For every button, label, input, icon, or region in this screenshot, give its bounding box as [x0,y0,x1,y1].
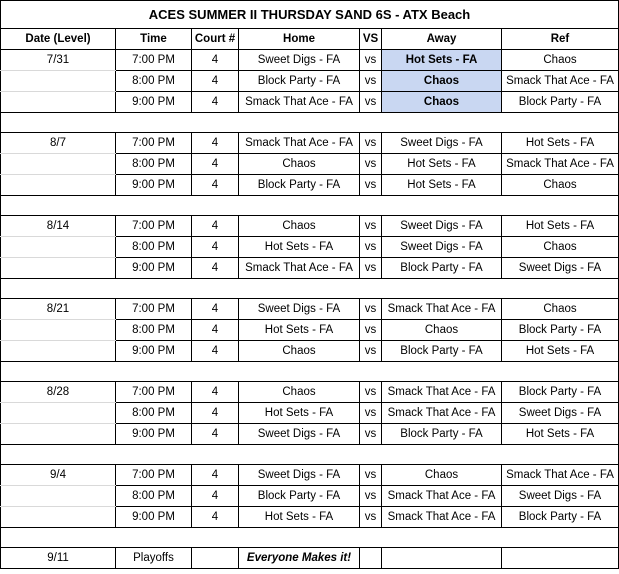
header-court: Court # [192,29,239,50]
spacer-cell [360,362,382,382]
game-row [1,237,619,258]
game-date [1,258,116,279]
game-date [1,424,116,445]
game-ref: Chaos [502,237,619,258]
game-row [1,216,619,237]
game-away: Block Party - FA [382,341,502,362]
game-home: Block Party - FA [239,175,360,196]
spacer-cell [239,279,360,299]
game-vs: vs [360,465,382,486]
game-time: 8:00 PM [116,320,192,341]
spacer-cell [360,445,382,465]
spacer-cell [1,445,116,465]
game-ref: Block Party - FA [502,507,619,528]
header-row [1,29,619,50]
game-row [1,341,619,362]
game-row [1,507,619,528]
game-time: 9:00 PM [116,507,192,528]
spacer-cell [1,528,116,548]
game-date [1,507,116,528]
game-time: 7:00 PM [116,50,192,71]
spacer-row [1,113,619,133]
spacer-cell [239,362,360,382]
spacer-cell [382,279,502,299]
game-vs: vs [360,424,382,445]
game-vs: vs [360,133,382,154]
game-vs: vs [360,154,382,175]
game-away: Chaos [382,465,502,486]
game-ref: Smack That Ace - FA [502,154,619,175]
spacer-cell [382,528,502,548]
game-time: 8:00 PM [116,71,192,92]
game-row [1,403,619,424]
game-date [1,403,116,424]
game-vs: vs [360,92,382,113]
game-date [1,154,116,175]
game-home: Chaos [239,382,360,403]
game-time: 9:00 PM [116,92,192,113]
game-time: 8:00 PM [116,486,192,507]
game-date: 8/14 [1,216,116,237]
game-date: 8/21 [1,299,116,320]
spacer-cell [239,113,360,133]
game-time: 8:00 PM [116,237,192,258]
game-home: Sweet Digs - FA [239,50,360,71]
game-time: 7:00 PM [116,382,192,403]
spacer-cell [360,279,382,299]
game-court: 4 [192,507,239,528]
game-home: Sweet Digs - FA [239,424,360,445]
game-court: 4 [192,403,239,424]
header-vs: VS [360,29,382,50]
game-court: 4 [192,341,239,362]
game-away: Smack That Ace - FA [382,403,502,424]
game-time: 9:00 PM [116,175,192,196]
spacer-cell [1,113,116,133]
game-ref: Chaos [502,299,619,320]
game-vs: vs [360,382,382,403]
game-ref: Block Party - FA [502,320,619,341]
playoffs-empty [502,548,619,569]
game-court: 4 [192,382,239,403]
game-away: Hot Sets - FA [382,50,502,71]
spacer-cell [502,362,619,382]
game-away: Hot Sets - FA [382,175,502,196]
game-home: Smack That Ace - FA [239,258,360,279]
spacer-cell [382,445,502,465]
spacer-cell [360,528,382,548]
game-away: Smack That Ace - FA [382,507,502,528]
spacer-cell [192,196,239,216]
game-time: 7:00 PM [116,299,192,320]
game-vs: vs [360,507,382,528]
game-vs: vs [360,216,382,237]
header-away: Away [382,29,502,50]
game-away: Chaos [382,71,502,92]
game-row [1,320,619,341]
game-vs: vs [360,258,382,279]
game-time: 7:00 PM [116,465,192,486]
game-vs: vs [360,486,382,507]
header-time: Time [116,29,192,50]
game-row [1,299,619,320]
game-date: 8/28 [1,382,116,403]
schedule-title: ACES SUMMER II THURSDAY SAND 6S - ATX Beach [1,1,619,29]
game-row [1,50,619,71]
game-away: Smack That Ace - FA [382,382,502,403]
spacer-cell [192,445,239,465]
game-time: 7:00 PM [116,133,192,154]
game-ref: Hot Sets - FA [502,424,619,445]
spacer-cell [382,113,502,133]
game-vs: vs [360,237,382,258]
game-ref: Block Party - FA [502,92,619,113]
game-row [1,154,619,175]
game-date: 8/7 [1,133,116,154]
game-date [1,237,116,258]
spacer-cell [502,445,619,465]
game-court: 4 [192,258,239,279]
spacer-cell [192,113,239,133]
header-date: Date (Level) [1,29,116,50]
game-row [1,71,619,92]
game-away: Hot Sets - FA [382,154,502,175]
playoffs-empty [382,548,502,569]
game-ref: Sweet Digs - FA [502,258,619,279]
game-ref: Hot Sets - FA [502,133,619,154]
game-away: Sweet Digs - FA [382,133,502,154]
game-vs: vs [360,50,382,71]
game-ref: Smack That Ace - FA [502,465,619,486]
game-away: Smack That Ace - FA [382,486,502,507]
game-home: Chaos [239,154,360,175]
game-home: Smack That Ace - FA [239,133,360,154]
game-time: 9:00 PM [116,341,192,362]
game-away: Sweet Digs - FA [382,216,502,237]
game-home: Smack That Ace - FA [239,92,360,113]
game-time: 7:00 PM [116,216,192,237]
spacer-cell [192,362,239,382]
spacer-cell [116,113,192,133]
spacer-cell [116,362,192,382]
game-vs: vs [360,403,382,424]
header-home: Home [239,29,360,50]
game-date [1,92,116,113]
game-date [1,175,116,196]
game-court: 4 [192,299,239,320]
spacer-cell [502,113,619,133]
game-home: Sweet Digs - FA [239,299,360,320]
game-court: 4 [192,154,239,175]
game-date [1,320,116,341]
game-court: 4 [192,320,239,341]
game-court: 4 [192,486,239,507]
spacer-cell [502,528,619,548]
title-row [1,1,619,29]
game-court: 4 [192,133,239,154]
game-court: 4 [192,175,239,196]
spacer-cell [116,445,192,465]
spacer-cell [1,362,116,382]
spacer-cell [382,196,502,216]
playoffs-row [1,548,619,569]
spacer-cell [1,279,116,299]
game-row [1,258,619,279]
spacer-cell [116,528,192,548]
game-date [1,486,116,507]
spacer-cell [502,279,619,299]
game-home: Block Party - FA [239,71,360,92]
game-ref: Sweet Digs - FA [502,486,619,507]
game-away: Chaos [382,92,502,113]
game-home: Hot Sets - FA [239,507,360,528]
spacer-cell [1,196,116,216]
game-vs: vs [360,299,382,320]
spacer-cell [192,528,239,548]
game-away: Smack That Ace - FA [382,299,502,320]
spacer-cell [192,279,239,299]
game-vs: vs [360,71,382,92]
game-time: 8:00 PM [116,154,192,175]
game-row [1,382,619,403]
spacer-cell [360,113,382,133]
spacer-cell [116,279,192,299]
spacer-cell [360,196,382,216]
game-ref: Chaos [502,50,619,71]
game-court: 4 [192,92,239,113]
game-date [1,71,116,92]
game-away: Sweet Digs - FA [382,237,502,258]
game-home: Chaos [239,341,360,362]
game-home: Hot Sets - FA [239,237,360,258]
spacer-cell [239,445,360,465]
game-row [1,424,619,445]
playoffs-empty [360,548,382,569]
game-ref: Sweet Digs - FA [502,403,619,424]
game-time: 8:00 PM [116,403,192,424]
header-ref: Ref [502,29,619,50]
game-ref: Block Party - FA [502,382,619,403]
playoffs-empty [192,548,239,569]
game-away: Block Party - FA [382,258,502,279]
game-court: 4 [192,50,239,71]
game-ref: Smack That Ace - FA [502,71,619,92]
spacer-cell [239,196,360,216]
game-vs: vs [360,341,382,362]
game-home: Block Party - FA [239,486,360,507]
game-court: 4 [192,465,239,486]
game-home: Sweet Digs - FA [239,465,360,486]
spacer-row [1,196,619,216]
game-row [1,92,619,113]
game-row [1,486,619,507]
game-court: 4 [192,237,239,258]
game-ref: Chaos [502,175,619,196]
spacer-row [1,279,619,299]
spacer-cell [502,196,619,216]
game-ref: Hot Sets - FA [502,216,619,237]
playoffs-label: Playoffs [116,548,192,569]
spacer-cell [239,528,360,548]
game-row [1,175,619,196]
spacer-row [1,362,619,382]
game-away: Chaos [382,320,502,341]
game-date: 7/31 [1,50,116,71]
spacer-cell [116,196,192,216]
game-court: 4 [192,424,239,445]
game-ref: Hot Sets - FA [502,341,619,362]
game-row [1,465,619,486]
game-date: 9/4 [1,465,116,486]
game-time: 9:00 PM [116,258,192,279]
playoffs-date: 9/11 [1,548,116,569]
game-away: Block Party - FA [382,424,502,445]
playoffs-note: Everyone Makes it! [239,548,360,569]
game-home: Hot Sets - FA [239,320,360,341]
spacer-row [1,528,619,548]
game-court: 4 [192,216,239,237]
spacer-row [1,445,619,465]
game-court: 4 [192,71,239,92]
game-row [1,133,619,154]
game-time: 9:00 PM [116,424,192,445]
game-home: Chaos [239,216,360,237]
game-home: Hot Sets - FA [239,403,360,424]
game-date [1,341,116,362]
spacer-cell [382,362,502,382]
game-vs: vs [360,320,382,341]
game-vs: vs [360,175,382,196]
